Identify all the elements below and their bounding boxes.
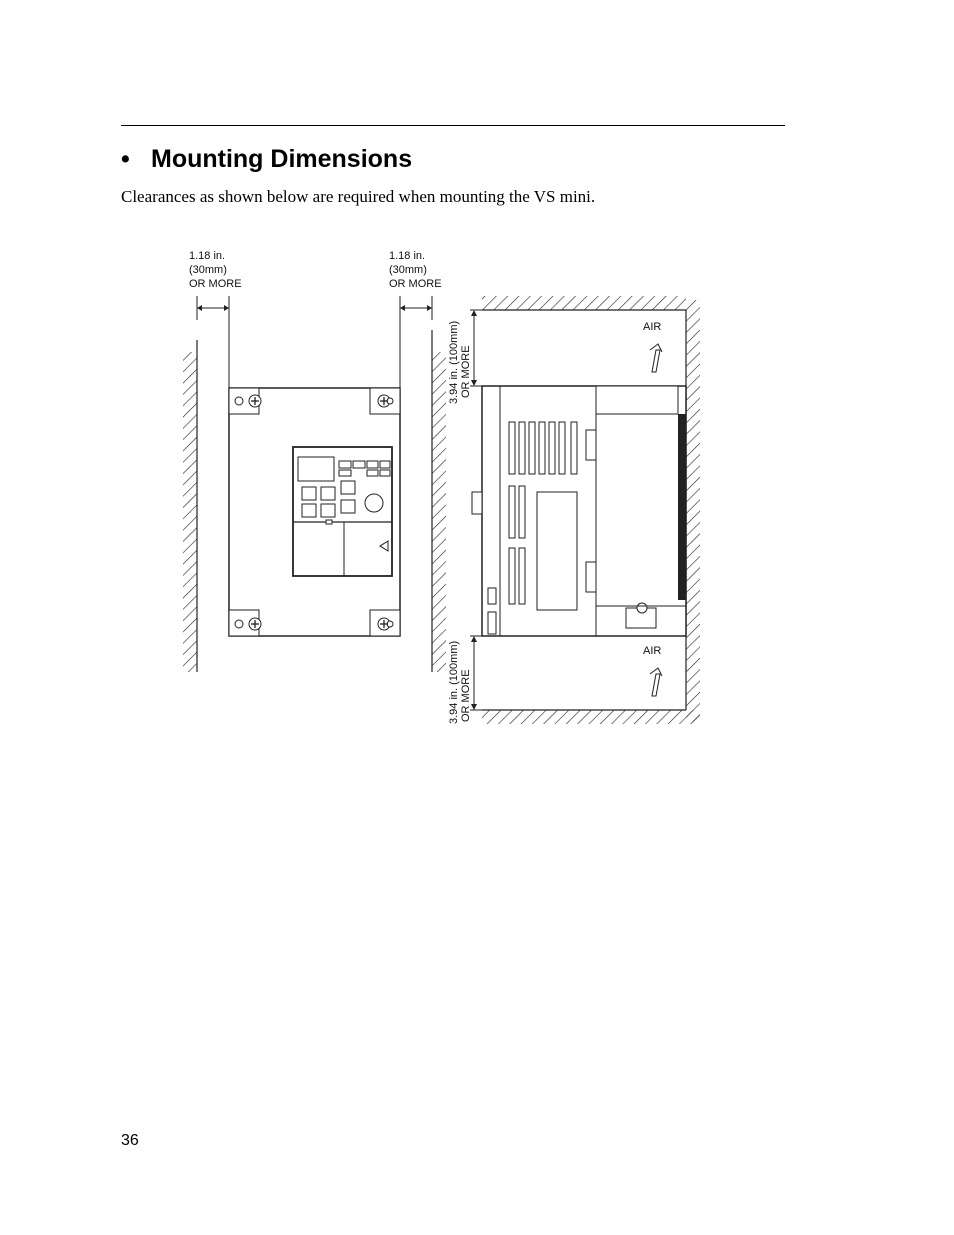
bottom-floor-hatch — [482, 710, 700, 724]
header-rule — [121, 125, 785, 126]
heading-bullet: • — [121, 145, 130, 173]
air-arrow-bottom-icon — [650, 668, 662, 696]
right-clearance-line3: OR MORE — [389, 278, 442, 290]
bottom-clearance-dimension — [448, 636, 482, 724]
top-clearance-dimension — [448, 310, 482, 404]
top-ceiling-hatch — [482, 296, 686, 310]
left-clearance-line3: OR MORE — [189, 278, 242, 290]
back-wall-hatch — [686, 300, 700, 722]
heading-text: Mounting Dimensions — [151, 145, 413, 173]
top-clearance-line1: 3.94 in. (100mm) — [448, 320, 460, 404]
right-clearance-line2: (30mm) — [389, 264, 427, 276]
page-number: 36 — [121, 1132, 139, 1149]
right-clearance-line1: 1.18 in. — [389, 250, 426, 262]
air-label-top: AIR — [643, 321, 662, 333]
side-view — [448, 296, 700, 724]
top-clearance-line2: OR MORE — [460, 345, 472, 398]
left-clearance-line2: (30mm) — [189, 264, 227, 276]
section-heading — [121, 142, 412, 176]
air-label-bottom: AIR — [643, 645, 662, 657]
mounting-dimensions-diagram — [170, 228, 715, 738]
bottom-clearance-line1: 3.94 in. (100mm) — [448, 640, 460, 724]
left-wall-hatch — [183, 352, 197, 672]
air-arrow-top-icon — [650, 344, 662, 372]
front-view — [183, 250, 446, 672]
bottom-clearance-line2: OR MORE — [460, 669, 472, 722]
intro-paragraph: Clearances as shown below are required when mounting the VS mini. — [121, 187, 596, 206]
left-clearance-line1: 1.18 in. — [189, 250, 226, 262]
right-wall-hatch — [432, 352, 446, 672]
